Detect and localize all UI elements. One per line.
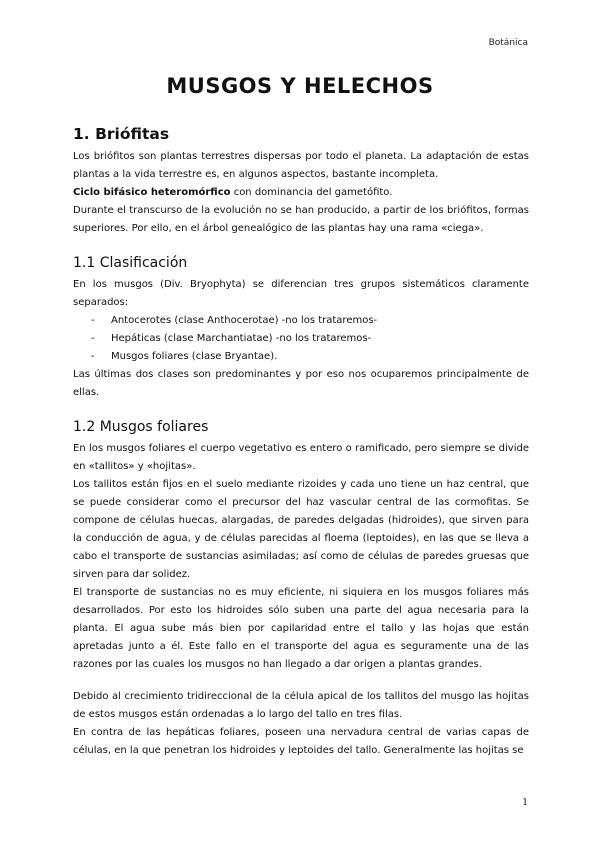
paragraph: En los musgos (Div. Bryophyta) se diferencian tres grupos sistemáticos claramente separados: [73, 279, 529, 308]
section-heading-clasificacion: 1.1 Clasificación [73, 255, 188, 271]
section-heading-briofitas: 1. Briófitas [73, 125, 170, 143]
running-header: Botánica [488, 38, 528, 48]
paragraph: Las últimas dos clases son predominantes y por eso nos ocuparemos principalmente de ellas. [73, 369, 529, 398]
list-dash: - [91, 351, 95, 362]
list-item [91, 312, 529, 330]
paragraph: En los musgos foliares el cuerpo vegetativo es entero o ramificado, pero siempre se divide en «tallitos» y «hojitas». [73, 443, 529, 472]
paragraph: Debido al crecimiento tridireccional de la célula apical de los tallitos del musgo las hojitas de estos musgos están ordenadas a lo largo del tallo en tres filas. [73, 691, 529, 720]
page-number: 1 [522, 798, 528, 808]
list-item-text: Antocerotes (clase Anthocerotae) -no los trataremos- [111, 315, 378, 326]
paragraph-text: con dominancia del gametófito. [230, 187, 393, 198]
paragraph: Durante el transcurso de la evolución no se han producido, a partir de los briófitos, formas superiores. Por ello, en el árbol genealógico de las plantas hay una rama «ciega». [73, 205, 529, 234]
list-item [91, 348, 529, 366]
list-item [91, 330, 529, 348]
bold-term: Ciclo bifásico heteromórfico [73, 187, 231, 198]
paragraph [73, 184, 529, 202]
list-dash: - [91, 333, 95, 344]
document-title: MUSGOS Y HELECHOS [166, 74, 434, 98]
list-item-text: Hepáticas (clase Marchantiatae) -no los trataremos- [111, 333, 372, 344]
document-body [73, 122, 529, 760]
list-item-text: Musgos foliares (clase Bryantae). [111, 351, 278, 362]
section-heading-musgos-foliares: 1.2 Musgos foliares [73, 419, 209, 435]
paragraph: En contra de las hepáticas foliares, poseen una nervadura central de varias capas de células, en la que penetran los hidroides y leptoides del tallo. Generalmente las hojitas se [73, 727, 529, 756]
paragraph: Los tallitos están fijos en el suelo mediante rizoides y cada uno tiene un haz central, que se puede considerar como el precursor del haz vascular central de las cormofitas. Se compone de células huecas, alargadas, de paredes delgadas (hidroides), que sirven para la conducción de agua, y de células parecidas al floema (leptoides), en las que se lleva a cabo el transporte de sustancias asimiladas; así como de células de paredes gruesas que sirven para dar solidez. [73, 479, 529, 580]
paragraph: El transporte de sustancias no es muy eficiente, ni siquiera en los musgos foliares más desarrollados. Por esto los hidroides sólo suben una parte del agua necesaria para la planta. El agua sube más bien por capilaridad entre el tallo y las hojas que están apretadas junto a él. Este fallo en el transporte del agua es seguramente una de las razones por las cuales los musgos no han llegado a dar origen a plantas grandes. [73, 587, 529, 670]
paragraph: Los briófitos son plantas terrestres dispersas por todo el planeta. La adaptación de estas plantas a la vida terrestre es, en algunos aspectos, bastante incompleta. [73, 151, 529, 180]
classification-list [73, 312, 529, 366]
list-dash: - [91, 315, 95, 326]
